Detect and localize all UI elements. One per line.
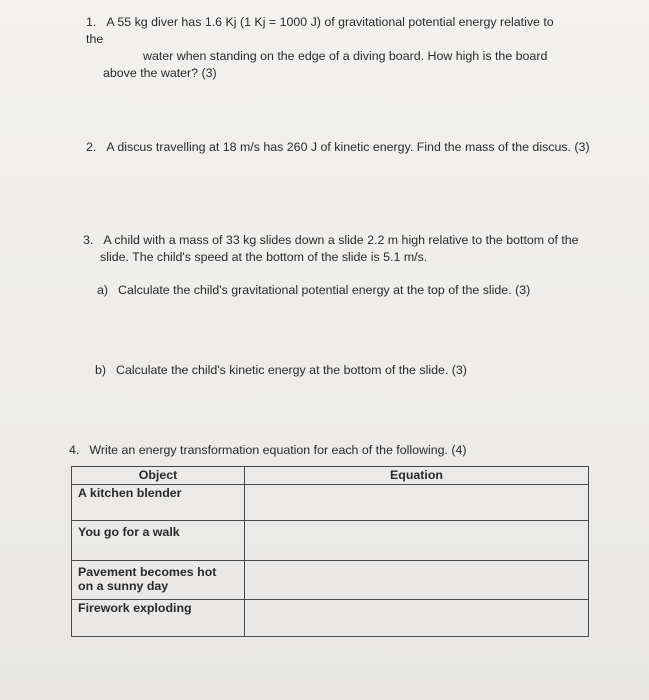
- question-4: [69, 442, 569, 459]
- object-name: A kitchen blender: [78, 486, 182, 500]
- table-row: [72, 600, 589, 637]
- question-text-line: A 55 kg diver has 1.6 Kj (1 Kj = 1000 J) of gravitational potential energy relative to the: [86, 15, 554, 46]
- equation-cell[interactable]: [245, 600, 589, 637]
- question-2: [86, 139, 606, 156]
- question-text-line: above the water? (3): [103, 66, 217, 80]
- subquestion-label: a): [97, 283, 109, 297]
- equation-cell[interactable]: [245, 485, 589, 521]
- object-name-line2: on a sunny day: [78, 579, 169, 593]
- object-cell: [72, 600, 245, 637]
- question-number: 2.: [86, 140, 97, 154]
- table-header-row: [72, 467, 589, 485]
- energy-transformation-table: [71, 466, 589, 637]
- question-3b: [95, 362, 595, 379]
- question-text: Write an energy transformation equation for each of the following. (4): [89, 443, 467, 457]
- question-number: 1.: [86, 15, 97, 29]
- subquestion-text: Calculate the child's gravitational potential energy at the top of the slide. (3): [118, 283, 531, 297]
- equation-cell[interactable]: [245, 521, 589, 561]
- question-3a: [97, 282, 597, 299]
- question-3: [83, 232, 603, 266]
- table-row: [72, 521, 589, 561]
- object-name: Pavement becomes hot: [78, 565, 217, 579]
- object-cell: [72, 561, 245, 600]
- object-name: You go for a walk: [78, 525, 180, 539]
- question-1: [86, 14, 566, 82]
- column-header-equation: Equation: [245, 467, 589, 485]
- question-text-line: water when standing on the edge of a diving board. How high is the board: [143, 49, 548, 63]
- question-number: 4.: [69, 443, 80, 457]
- object-cell: [72, 485, 245, 521]
- object-name: Firework exploding: [78, 601, 192, 615]
- table-row: [72, 485, 589, 521]
- subquestion-text: Calculate the child's kinetic energy at the bottom of the slide. (3): [116, 363, 467, 377]
- question-text: A discus travelling at 18 m/s has 260 J of kinetic energy. Find the mass of the discus. (3): [106, 140, 590, 154]
- subquestion-label: b): [95, 363, 107, 377]
- table-row: [72, 561, 589, 600]
- question-text-line: A child with a mass of 33 kg slides down a slide 2.2 m high relative to the bottom of the: [103, 233, 579, 247]
- question-number: 3.: [83, 233, 94, 247]
- question-text-line: slide. The child's speed at the bottom of the slide is 5.1 m/s.: [100, 250, 428, 264]
- object-cell: [72, 521, 245, 561]
- equation-cell[interactable]: [245, 561, 589, 600]
- column-header-object: Object: [72, 467, 245, 485]
